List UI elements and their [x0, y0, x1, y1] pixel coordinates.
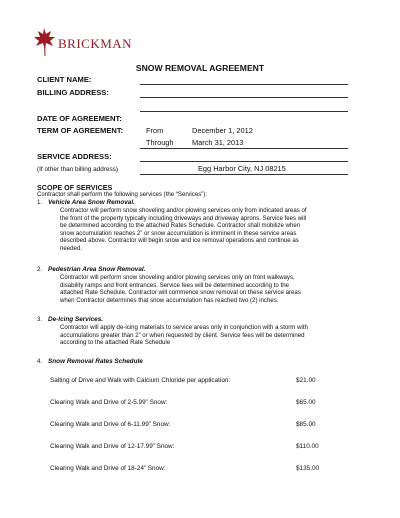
client-name-line	[140, 84, 348, 85]
from-label: From	[146, 126, 164, 135]
service-address-line-2	[140, 174, 348, 175]
rate-label: Clearing Walk and Drive of 12-17.99” Snow:	[50, 443, 175, 450]
item-2-line: when Contractor determines that snow accumulation has reached two (2) inches.	[60, 296, 279, 304]
scope-heading: SCOPE OF SERVICES	[37, 183, 113, 192]
item-2-line: Contractor will perform snow shoveling and/or plowing services only on front walkways,	[60, 274, 295, 281]
item-1-line: needed.	[60, 244, 83, 252]
item-3-title: De-Icing Services.	[48, 316, 104, 323]
item-1-number: 1.	[37, 199, 43, 206]
item-3-body	[60, 324, 360, 347]
through-date: March 31, 2013	[192, 138, 244, 147]
service-address-value: Egg Harbor City, NJ 08215	[198, 164, 286, 173]
item-1-title: Vehicle Area Snow Removal.	[48, 199, 135, 206]
billing-address-line-2	[140, 111, 348, 112]
rate-price: $21.00	[296, 377, 316, 384]
term-line	[140, 148, 348, 149]
rate-price: $110.00	[296, 443, 319, 450]
item-1-body	[60, 207, 360, 253]
rate-label: Salting of Drive and Walk with Calcium Chloride per application:	[50, 377, 231, 384]
client-name-label: CLIENT NAME:	[37, 75, 92, 84]
item-3-number: 3.	[37, 316, 43, 323]
service-address-note: (If other than billing address)	[37, 166, 118, 173]
item-2-line: attached Rate Schedule. Contractor will commence snow removal on these service areas	[60, 289, 301, 297]
item-3-line: Contractor will apply de-icing materials to service areas only in conjunction with a storm with	[60, 324, 308, 331]
item-1-line: be determined according to the attached Rates Schedule. Contractor shall mobilize when	[60, 222, 301, 230]
rate-label: Clearing Walk and Drive of 18-24” Snow:	[50, 465, 166, 472]
rate-price: $85.00	[296, 421, 316, 428]
item-2-number: 2.	[37, 266, 43, 273]
date-of-agreement-label: DATE OF AGREEMENT:	[37, 114, 122, 123]
rate-price: $65.00	[296, 399, 316, 406]
rate-label: Clearing Walk and Drive of 6-11.99” Snow:	[50, 421, 171, 428]
billing-address-line-1	[140, 97, 348, 98]
document-title: SNOW REMOVAL AGREEMENT	[135, 63, 265, 73]
item-1-line: described above. Contractor will begin snow and ice removal operations and continue as	[60, 237, 299, 245]
rate-label: Clearing Walk and Drive of 2-5.99” Snow:	[50, 399, 168, 406]
from-date: December 1, 2012	[192, 126, 253, 135]
service-address-label: SERVICE ADDRESS:	[37, 152, 112, 161]
term-of-agreement-label: TERM OF AGREEMENT:	[37, 126, 124, 135]
item-2-line: disability ramps and front entrances. Service fees will be determined according to the	[60, 281, 289, 289]
service-address-line-1	[140, 161, 348, 162]
item-3-line: according to the attached Rate Schedule	[60, 339, 171, 347]
item-1-line: the front of the property typically including driveways and driveway aprons. Service fees will	[60, 214, 307, 222]
item-3-line: accumulations greater than 2” or when requested by client. Service fees will be determined	[60, 331, 305, 339]
rates-number: 4.	[37, 358, 43, 365]
item-2-title: Pedestrian Area Snow Removal.	[48, 266, 146, 273]
rate-price: $135.00	[296, 465, 320, 472]
through-label: Through	[146, 138, 174, 147]
item-1-line: Contractor will perform snow shoveling and/or plowing services only from indicated areas of	[60, 207, 307, 214]
billing-address-label: BILLING ADDRESS:	[37, 88, 109, 97]
scope-intro: Contractor shall perform the following services (the “Services”):	[37, 191, 208, 198]
rates-title: Snow Removal Rates Schedule	[48, 358, 143, 365]
item-2-body	[60, 274, 360, 304]
brand-name: BRICKMAN	[58, 36, 133, 51]
item-1-line: snow accumulation reaches 2” or snow accumulation is imminent in these service areas	[60, 229, 297, 237]
